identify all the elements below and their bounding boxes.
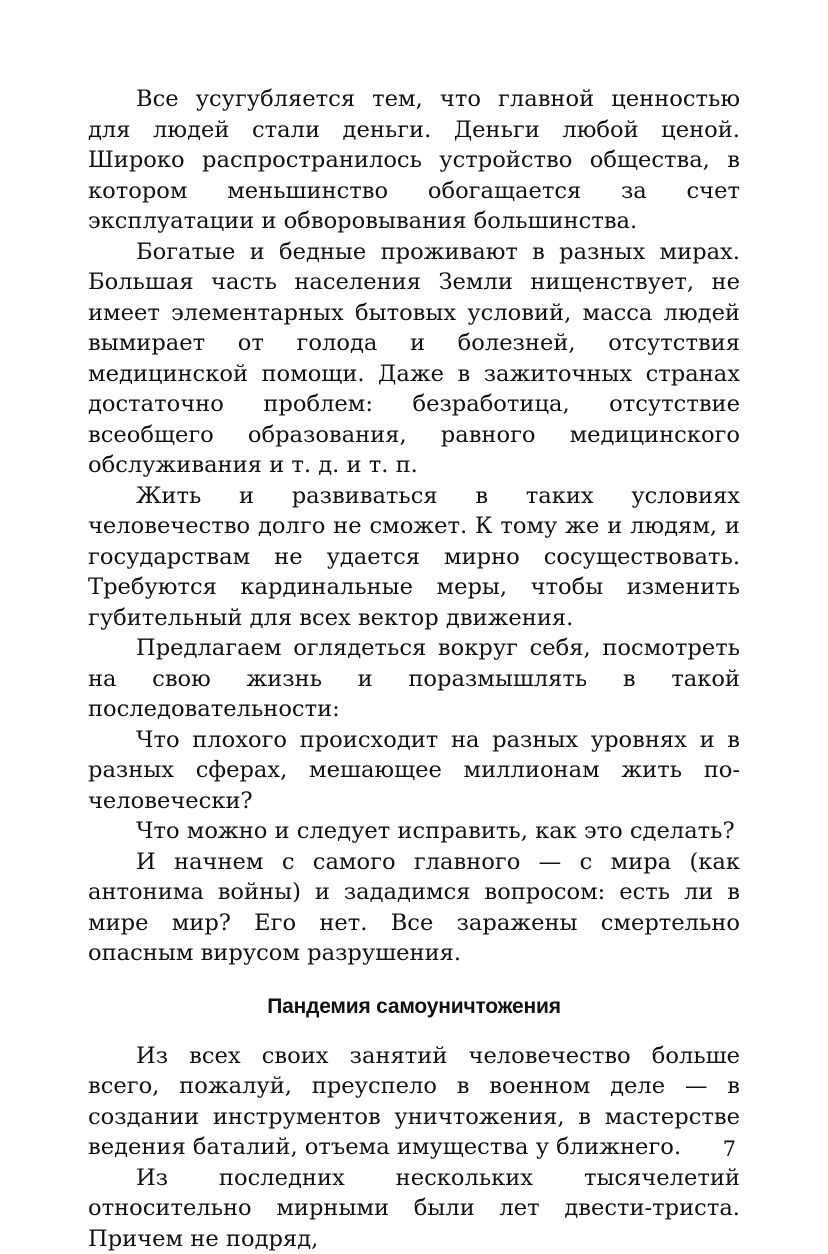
book-page [88, 84, 740, 1254]
paragraph-4: Предлагаем оглядеться вокруг себя, посмотреть на свою жизнь и поразмышлять в такой последовательности: [88, 633, 740, 725]
paragraph-7: И начнем с самого главного — с мира (как антонима войны) и зададимся вопросом: есть ли в мире мир? Его нет. Все заражены смертельно опасным вирусом разрушения. [88, 847, 740, 969]
section-heading: Пандемия самоуничтожения [88, 993, 740, 1021]
paragraph-5: Что плохого происходит на разных уровнях и в разных сферах, мешающее миллионам жить по-человечески? [88, 725, 740, 817]
paragraph-9: Из последних нескольких тысячелетий относительно мирными были лет двести-триста. Причем не подряд, [88, 1163, 740, 1254]
paragraph-8: Из всех своих занятий человечество больше всего, пожалуй, преуспело в военном деле — в создании инструментов уничтожения, в мастерстве ведения баталий, отъема имущества у ближнего. [88, 1041, 740, 1163]
paragraph-2: Богатые и бедные проживают в разных мирах. Большая часть населения Земли нищенствует, не имеет элементарных бытовых условий, масса людей вымирает от голода и болезней, отсутствия медицинской помощи. Даже в зажиточных странах достаточно проблем: безработица, отсутствие всеобщего образования, равного медицинского обслуживания и т. д. и т. п. [88, 237, 740, 481]
page-number: 7 [723, 1136, 736, 1162]
paragraph-1: Все усугубляется тем, что главной ценностью для людей стали деньги. Деньги любой ценой. Широко распространилось устройство общества, в котором меньшинство обогащается за счет эксплуатации и обворовывания большинства. [88, 84, 740, 237]
paragraph-6: Что можно и следует исправить, как это сделать? [88, 816, 740, 847]
paragraph-3: Жить и развиваться в таких условиях человечество долго не сможет. К тому же и людям, и государствам не удается мирно сосуществовать. Требуются кардинальные меры, чтобы изменить губительный для всех вектор движения. [88, 481, 740, 634]
